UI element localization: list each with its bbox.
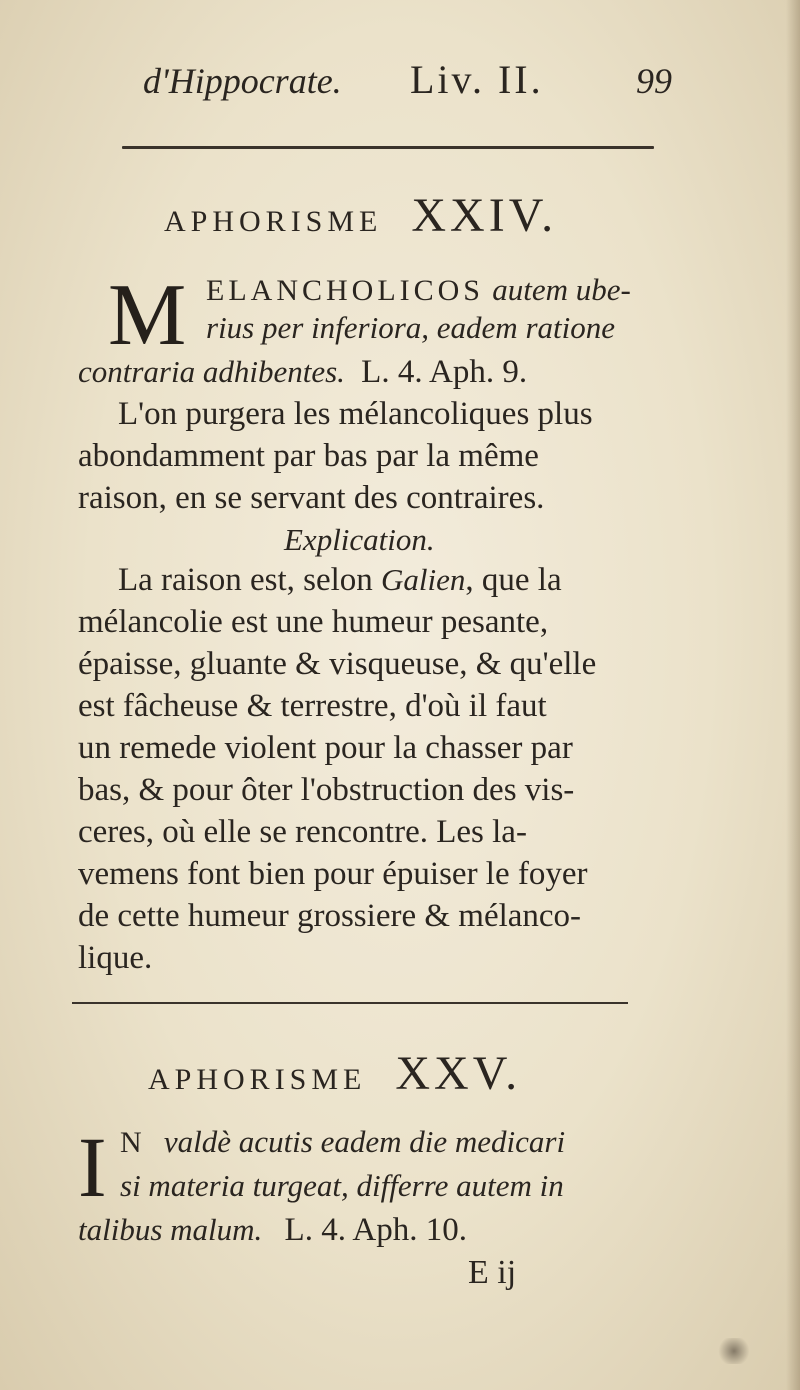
latin-italic: autem ube- <box>492 272 631 307</box>
aphorism-reference: L. 4. Aph. 9. <box>361 354 528 390</box>
book-label: Liv. II. <box>410 57 544 102</box>
explication-line-8: vemens font bien pour épuiser le foyer <box>78 856 588 892</box>
running-header <box>0 52 800 108</box>
french-line-1: L'on purgera les mélancoliques plus <box>118 396 593 432</box>
french-line-2: abondamment par bas par la même <box>78 438 539 474</box>
explication-line-5: un remede violent pour la chasser par <box>78 730 573 766</box>
explication-author: Galien <box>381 562 466 597</box>
latin-smallcaps: ELANCHOLICOS <box>206 274 484 307</box>
signature-mark: E ij <box>468 1254 517 1291</box>
section-rule <box>72 1002 628 1004</box>
explication-text: , que la <box>465 562 562 598</box>
aphorism-reference: L. 4. Aph. 10. <box>284 1212 467 1248</box>
aphorism-25-latin-line-2: si materia turgeat, differre autem in <box>120 1168 564 1203</box>
latin-smallcaps: N <box>120 1126 146 1159</box>
latin-italic: contraria adhibentes. <box>78 354 345 389</box>
running-title: d'Hippocrate. <box>143 61 342 101</box>
aphorism-24-heading <box>0 188 800 243</box>
explication-line-2: mélancolie est une humeur pesante, <box>78 604 549 640</box>
explication-line-7: ceres, où elle se rencontre. Les la- <box>78 814 527 850</box>
aphorism-25-drop-cap: I <box>78 1119 107 1215</box>
explication-line-6: bas, & pour ôter l'obstruction des vis- <box>78 772 575 808</box>
explication-line-1 <box>118 564 562 597</box>
explication-line-3: épaisse, gluante & visqueuse, & qu'elle <box>78 646 597 682</box>
explication-line-10: lique. <box>78 940 153 976</box>
aphorism-24-title-prefix: APHORISME <box>164 205 383 238</box>
explication-text: La raison est, selon <box>118 562 382 598</box>
aphorism-25-title-number: XXV. <box>395 1047 522 1100</box>
aphorism-24-title-number: XXIV. <box>411 189 558 242</box>
header-rule <box>122 146 654 149</box>
aphorism-24-latin-line-3 <box>78 356 527 389</box>
ink-smudge <box>716 1338 752 1364</box>
explication-line-4: est fâcheuse & terrestre, d'où il faut <box>78 688 547 724</box>
aphorism-25-latin-line-1 <box>120 1126 565 1159</box>
aphorism-24-latin-line-2: rius per inferiora, eadem ratione <box>206 310 615 345</box>
latin-italic: talibus malum. <box>78 1212 263 1247</box>
aphorism-24-drop-cap: M <box>108 267 187 364</box>
aphorism-25-latin-line-3 <box>78 1214 467 1247</box>
aphorism-25-title-prefix: APHORISME <box>148 1063 367 1096</box>
explication-label: Explication. <box>284 522 435 557</box>
french-line-3: raison, en se servant des contraires. <box>78 480 545 516</box>
aphorism-24-latin-line-1 <box>206 274 631 307</box>
page-number: 99 <box>636 61 672 101</box>
aphorism-25-heading <box>0 1046 800 1101</box>
latin-italic: valdè acutis eadem die medicari <box>163 1124 566 1159</box>
explication-line-9: de cette humeur grossiere & mélanco- <box>78 898 582 934</box>
